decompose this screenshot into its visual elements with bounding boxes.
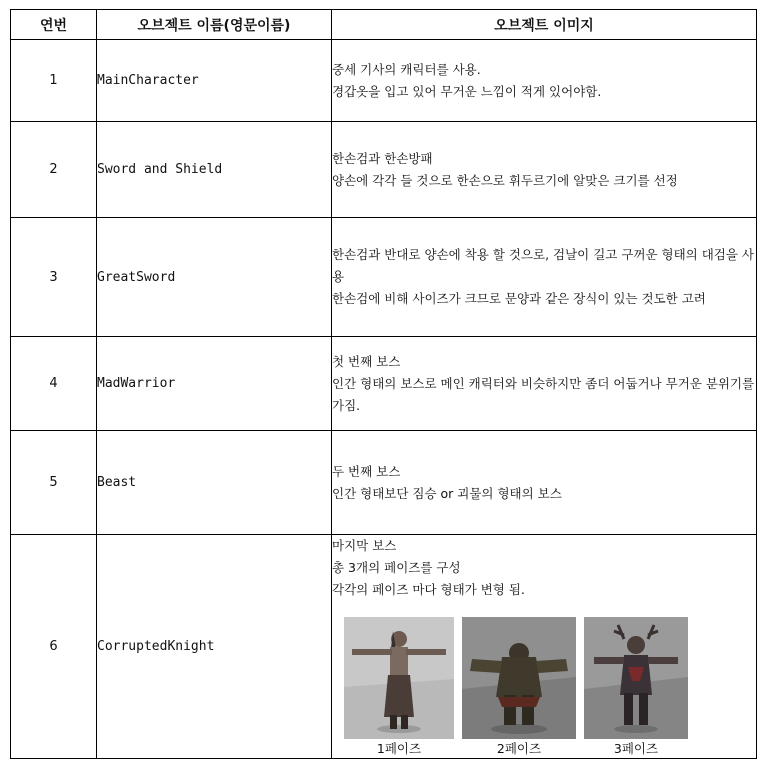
header-object-name: 오브젝트 이름(영문이름) (97, 10, 332, 40)
phase-image-row (344, 617, 756, 757)
description-line: 인간 형태의 보스로 메인 캐릭터와 비슷하지만 좀더 어둡거나 무거운 분위기를 가짐. (332, 375, 755, 413)
description-line: 각각의 페이즈 마다 형태가 변형 됨. (332, 582, 525, 597)
table-row (11, 431, 757, 535)
row-object-name: Beast (97, 431, 332, 535)
phase-2-caption: 2페이즈 (496, 741, 542, 756)
row-object-name: MadWarrior (97, 337, 332, 431)
description-line: 총 3개의 페이즈를 구성 (332, 560, 461, 575)
row-description (332, 535, 757, 759)
phase-3-caption: 3페이즈 (613, 741, 659, 756)
table-row (11, 122, 757, 218)
phase-3 (584, 617, 688, 757)
phase-1-image (344, 617, 454, 739)
row-description (332, 218, 757, 337)
row-index: 5 (11, 431, 97, 535)
table-row (11, 40, 757, 122)
row-description (332, 337, 757, 431)
row-index: 3 (11, 218, 97, 337)
row-index: 1 (11, 40, 97, 122)
phase-2 (462, 617, 576, 757)
phase-1 (344, 617, 454, 757)
row-object-name: GreatSword (97, 218, 332, 337)
table-row (11, 337, 757, 431)
description-line: 인간 형태보단 짐승 or 괴물의 형태의 보스 (332, 485, 562, 501)
row-description (332, 40, 757, 122)
table-row (11, 218, 757, 337)
description-line: 두 번째 보스 (332, 463, 401, 479)
description-line: 한손검에 비해 사이즈가 크므로 문양과 같은 장식이 있는 것도한 고려 (332, 291, 706, 306)
row-index: 4 (11, 337, 97, 431)
description-line: 경갑옷을 입고 있어 무거운 느낌이 적게 있어야함. (332, 83, 602, 99)
table-row (11, 535, 757, 759)
row-object-name: MainCharacter (97, 40, 332, 122)
row-index: 2 (11, 122, 97, 218)
row-index: 6 (11, 535, 97, 759)
header-index: 연번 (11, 10, 97, 40)
row-object-name: CorruptedKnight (97, 535, 332, 759)
description-line: 마지막 보스 (332, 538, 397, 553)
header-object-image: 오브젝트 이미지 (332, 10, 757, 40)
row-description (332, 122, 757, 218)
phase-2-image (462, 617, 576, 739)
description-line: 양손에 각각 들 것으로 한손으로 휘두르기에 알맞은 크기를 선정 (332, 172, 678, 188)
description-line: 한손검과 한손방패 (332, 150, 433, 166)
description-line: 한손검과 반대로 양손에 착용 할 것으로, 검날이 길고 구꺼운 형태의 대검을 사용 (332, 247, 755, 284)
description-line: 첫 번째 보스 (332, 353, 401, 369)
row-object-name: Sword and Shield (97, 122, 332, 218)
row-description (332, 431, 757, 535)
table-header-row (11, 10, 757, 40)
phase-3-image (584, 617, 688, 739)
object-table (10, 9, 757, 759)
description-line: 중세 기사의 캐릭터를 사용. (332, 61, 481, 77)
phase-1-caption: 1페이즈 (376, 741, 422, 756)
